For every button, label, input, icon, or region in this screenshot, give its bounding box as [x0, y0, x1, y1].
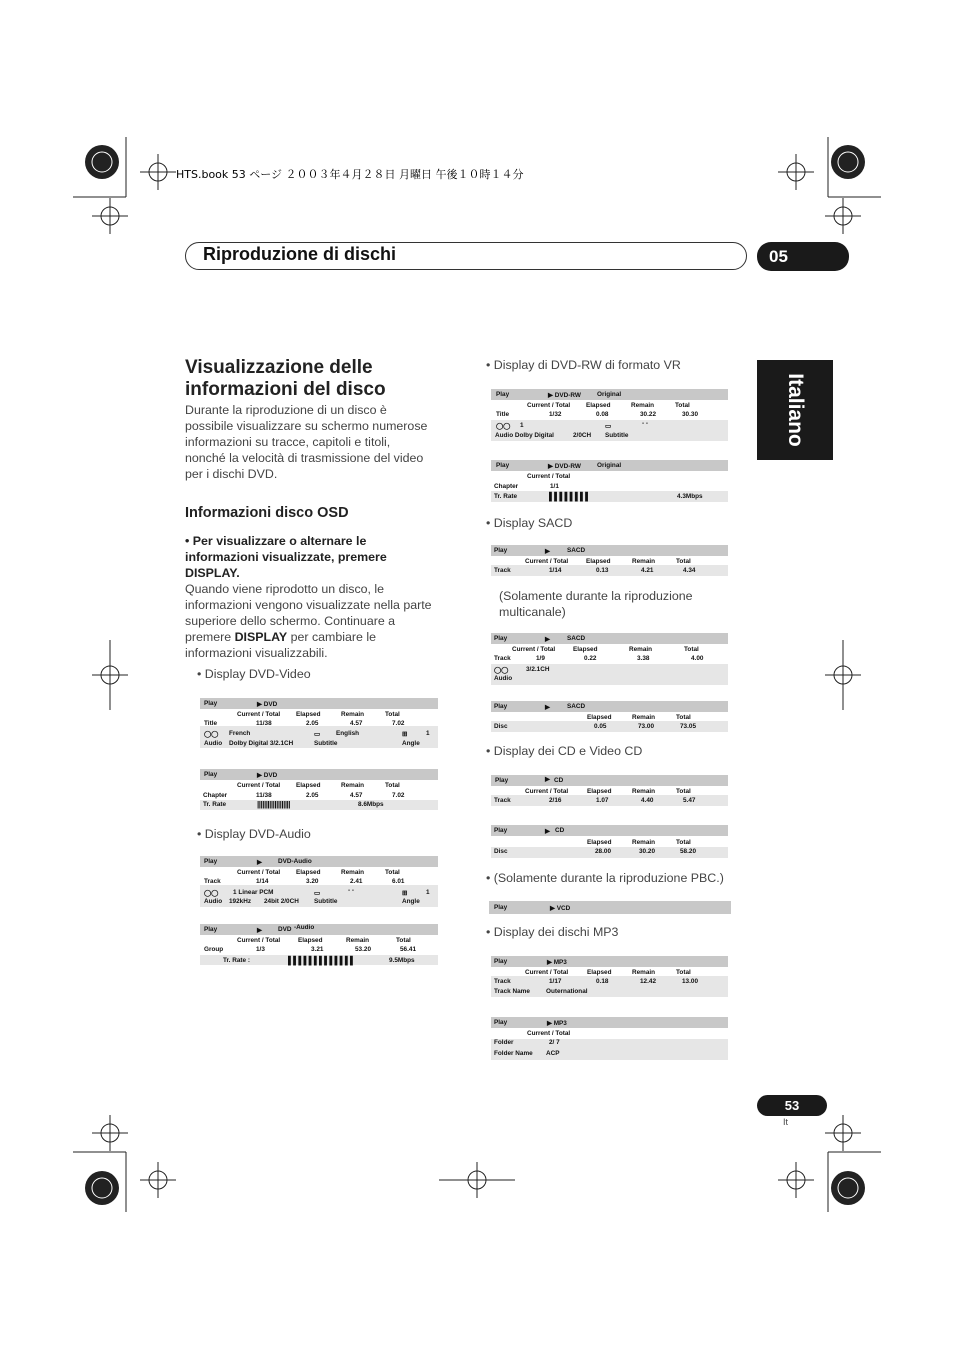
osd-mp3-2: Play ▶ MP3 Current / Total Folder 2/ 7 Folder Name ACP	[491, 1017, 728, 1060]
instruction-line: DISPLAY.	[185, 566, 240, 580]
audio-icon: ◯◯	[204, 890, 219, 897]
subtitle-icon: ▭	[605, 423, 612, 430]
section-title-line1: Visualizzazione delle	[185, 357, 373, 378]
page-number: 53	[757, 1095, 827, 1116]
section-title-line2: informazioni del disco	[185, 379, 386, 400]
bullet-pbc: • (Solamente durante la riproduzione PBC.)	[486, 871, 724, 885]
osd-dvd-audio-1: Play ▶ DVD-Audio Current / Total Elapsed Remain Total Track 1/14 3.20 2.41 6.01 ◯◯ 1 Linear PCM ▭ - - ⊞ 1 Audio 192kHz 24bit 2/0CH Subtitle Angle	[200, 856, 438, 908]
language-tab-label	[757, 360, 833, 460]
rate-bar-meter: ▌▌▌▌▌▌▌▌	[549, 492, 591, 501]
bullet-dvd-audio: • Display DVD-Audio	[197, 827, 311, 841]
bullet-dvdrw: • Display di DVD-RW di formato VR	[486, 358, 681, 372]
angle-icon: ⊞	[402, 731, 408, 738]
bullet-cd: • Display dei CD e Video CD	[486, 744, 643, 758]
audio-icon: ◯◯	[496, 423, 511, 430]
bullet-dvd-video: • Display DVD-Video	[197, 667, 311, 681]
subtitle-icon: ▭	[314, 890, 321, 897]
bullet-sacd: • Display SACD	[486, 516, 573, 530]
chapter-title: Riproduzione di dischi	[203, 244, 396, 264]
osd-dvd-video-1: Play ▶ DVD Current / Total Elapsed Remain Total Title 11/38 2.05 4.57 7.02 ◯◯ French ▭ English ⊞ 1 Audio Dolby Digital 3/2.1CH Subtitle Angle	[200, 698, 438, 750]
bullet-mp3: • Display dei dischi MP3	[486, 925, 619, 939]
osd-sacd-3: Play ▶ SACD Elapsed Remain Total Disc 0.05 73.00 73.05	[491, 701, 728, 732]
left-column	[185, 357, 455, 661]
subtitle-icon: ▭	[314, 731, 321, 738]
desc-line: premere DISPLAY per cambiare le	[185, 630, 377, 644]
osd-mp3-1: Play ▶ MP3 Current / Total Elapsed Remain Total Track 1/17 0.18 12.42 13.00 Track Name Outernational	[491, 956, 728, 998]
desc-line: Quando viene riprodotto un disco, le	[185, 582, 385, 596]
osd-cd-2: Play ▶ CD Elapsed Remain Total Disc 28.00 30.20 58.20	[491, 825, 728, 858]
intro-line: possibile visualizzare su schermo numerose	[185, 419, 428, 433]
osd-dvdrw-1: Play ▶ DVD-RW Original Current / Total Elapsed Remain Total Title 1/32 0.08 30.22 30.30 ◯◯ 1 ▭ - - Audio Dolby Digital 2/0CH Subtitle	[491, 389, 728, 442]
sacd-note: (Solamente durante la riproduzione multicanale)	[499, 589, 693, 619]
desc-line: informazioni vengono visualizzate nella parte	[185, 598, 432, 612]
audio-icon: ◯◯	[494, 667, 509, 674]
rate-bar-meter: |||||||||||||||||||	[257, 800, 291, 809]
osd-vcd: Play ▶ VCD	[489, 901, 731, 914]
file-info-line: HTS.book 53 ページ ２００３年４月２８日 月曜日 午後１０時１４分	[176, 168, 524, 181]
instruction-line: informazioni visualizzate, premere	[185, 550, 387, 564]
lang-code: It	[783, 1117, 789, 1127]
intro-line: informazioni su tracce, capitoli e titoli,	[185, 435, 391, 449]
intro-line: per i dischi DVD.	[185, 467, 278, 481]
subheading: Informazioni disco OSD	[185, 505, 349, 521]
osd-dvdrw-2: Play ▶ DVD-RW Original Current / Total Chapter 1/1 Tr. Rate ▌▌▌▌▌▌▌▌ 4.3Mbps	[491, 460, 728, 503]
chapter-number: 05	[757, 242, 849, 271]
osd-sacd-2: Play ▶ SACD Current / Total Elapsed Remain Total Track 1/9 0.22 3.38 4.00 ◯◯ 3/2.1CH Audio	[491, 633, 728, 686]
language-tab-text: Italiano	[783, 373, 807, 447]
osd-dvd-video-2: Play ▶ DVD Current / Total Elapsed Remain Total Chapter 11/38 2.05 4.57 7.02 Tr. Rate ||||||||||||||||||| 8.6Mbps	[200, 769, 438, 811]
angle-icon: ⊞	[402, 890, 408, 897]
intro-line: nonché la velocità di trasmissione del video	[185, 451, 424, 465]
instruction-line: • Per visualizzare o alternare le	[185, 534, 367, 548]
rate-bar-meter: ▌▌▌▌▌▌▌▌▌▌▌▌▌	[288, 956, 356, 965]
audio-icon: ◯◯	[204, 731, 219, 738]
intro-line: Durante la riproduzione di un disco è	[185, 403, 387, 417]
desc-line: informazioni visualizzabili.	[185, 646, 328, 660]
osd-dvd-audio-2: Play ▶ DVD -Audio Current / Total Elapsed Remain Total Group 1/3 3.21 53.20 56.41 Tr. Rate : ▌▌▌▌▌▌▌▌▌▌▌▌▌ 9.5Mbps	[200, 924, 438, 967]
display-keyword: DISPLAY	[234, 630, 288, 644]
desc-line: superiore dello schermo. Continuare a	[185, 614, 396, 628]
osd-cd-1: Play ▶ CD Current / Total Elapsed Remain Total Track 2/16 1.07 4.40 5.47	[491, 775, 728, 806]
osd-sacd-1: Play ▶ SACD Current / Total Elapsed Remain Total Track 1/14 0.13 4.21 4.34	[491, 545, 728, 577]
